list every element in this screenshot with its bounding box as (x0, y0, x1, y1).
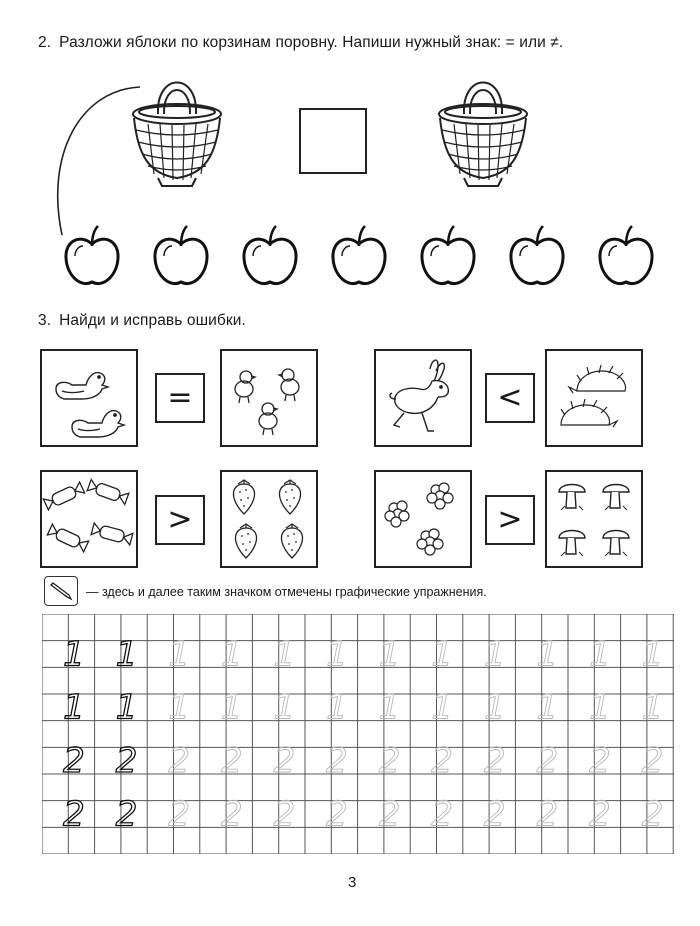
comparison-sign[interactable] (485, 495, 535, 545)
copy-digit: 1 (431, 634, 454, 675)
copy-digit: 2 (220, 741, 243, 781)
picture-box-hedgehogs (545, 349, 643, 447)
candy-icon (42, 472, 136, 566)
basket-icon (128, 62, 226, 190)
comparison-sign[interactable] (155, 373, 205, 423)
copy-digit: 1 (63, 687, 85, 728)
copy-digit: 1 (589, 634, 611, 675)
apples-row (55, 220, 665, 290)
picture-box-mushrooms (545, 470, 643, 568)
copy-digit: 2 (273, 741, 296, 781)
strawberry-icon (222, 472, 316, 566)
apple-icon[interactable] (422, 226, 474, 284)
task-2-text: Разложи яблоки по корзинам поровну. Напиши нужный знак: = или ≠. (59, 34, 564, 51)
copy-digit: 2 (168, 741, 191, 781)
task-2-number: 2. (38, 34, 52, 51)
copy-digit: 1 (536, 687, 559, 728)
copy-digit: 1 (168, 687, 191, 728)
duck-icon (42, 351, 136, 445)
copy-digit: 2 (378, 741, 401, 781)
sign-text: = (167, 380, 193, 415)
hedgehog-icon (547, 351, 641, 445)
copy-digit: 1 (326, 687, 348, 728)
apple-icon[interactable] (511, 226, 563, 284)
task-3-heading (38, 312, 246, 330)
copy-digit: 1 (115, 687, 138, 728)
copy-digit: 1 (378, 634, 401, 675)
chick-icon (222, 351, 316, 445)
copy-digit: 1 (63, 634, 85, 675)
picture-box-rabbit (374, 349, 472, 447)
apple-icon[interactable] (333, 226, 385, 284)
sign-text: > (167, 502, 193, 537)
apple-icon[interactable] (600, 226, 652, 284)
copy-digit: 1 (483, 634, 506, 675)
comparison-sign[interactable] (485, 373, 535, 423)
copy-digit: 1 (536, 634, 559, 675)
copybook-grid (42, 614, 674, 854)
task-3-number: 3. (38, 312, 52, 329)
copy-digit: 2 (115, 794, 138, 835)
pencil-icon (45, 577, 76, 604)
graphic-exercise-note: — здесь и далее таким значком отмечены графические упражнения. (86, 585, 487, 599)
apple-icon[interactable] (244, 226, 296, 284)
picture-box-chicks (220, 349, 318, 447)
pencil-badge (44, 576, 78, 606)
copy-digit: 1 (431, 687, 454, 728)
copy-digit: 2 (431, 741, 454, 781)
copy-digit: 2 (326, 741, 348, 781)
mushroom-icon (547, 472, 641, 566)
copy-digit: 2 (589, 741, 611, 781)
rabbit-icon (376, 351, 470, 445)
copy-digit: 2 (641, 794, 664, 835)
copy-digit: 1 (168, 634, 191, 675)
copy-digit: 2 (273, 794, 296, 835)
answer-sign-box[interactable] (299, 108, 367, 174)
copy-digit: 1 (273, 687, 296, 728)
copy-digit: 2 (168, 794, 191, 835)
copy-digit: 1 (378, 687, 401, 728)
copy-digit: 1 (326, 634, 348, 675)
copy-digit: 1 (641, 687, 664, 728)
picture-box-strawberries (220, 470, 318, 568)
basket-icon (434, 62, 532, 190)
picture-box-raspberries (374, 470, 472, 568)
apple-icon[interactable] (155, 226, 207, 284)
copy-digit: 2 (483, 794, 506, 835)
copy-digit: 1 (220, 687, 243, 728)
copy-digit: 1 (589, 687, 611, 728)
raspberry-icon (376, 472, 470, 566)
copy-digit: 2 (431, 794, 454, 835)
copy-digit: 2 (641, 741, 664, 781)
copy-digit: 2 (220, 794, 243, 835)
copy-digit: 1 (220, 634, 243, 675)
page-number: 3 (348, 874, 357, 891)
sign-text: > (497, 502, 523, 537)
sign-text: < (497, 380, 523, 415)
copy-digit: 1 (483, 687, 506, 728)
apple-icon[interactable] (66, 226, 118, 284)
copy-digit: 2 (589, 794, 611, 835)
copy-digit: 1 (273, 634, 296, 675)
copy-digit: 2 (115, 741, 138, 781)
copy-digit: 2 (326, 794, 348, 835)
copy-digit: 2 (536, 794, 559, 835)
picture-box-ducks (40, 349, 138, 447)
copy-digit: 1 (641, 634, 664, 675)
copy-digit: 2 (483, 741, 506, 781)
copy-digit: 2 (63, 741, 85, 781)
picture-box-candies (40, 470, 138, 568)
comparison-sign[interactable] (155, 495, 205, 545)
copy-digit: 2 (63, 794, 85, 835)
task-2-heading (38, 34, 563, 52)
copy-digit: 1 (115, 634, 138, 675)
copy-digit: 2 (536, 741, 559, 781)
copy-digit: 2 (378, 794, 401, 835)
task-3-text: Найди и исправь ошибки. (59, 312, 246, 329)
